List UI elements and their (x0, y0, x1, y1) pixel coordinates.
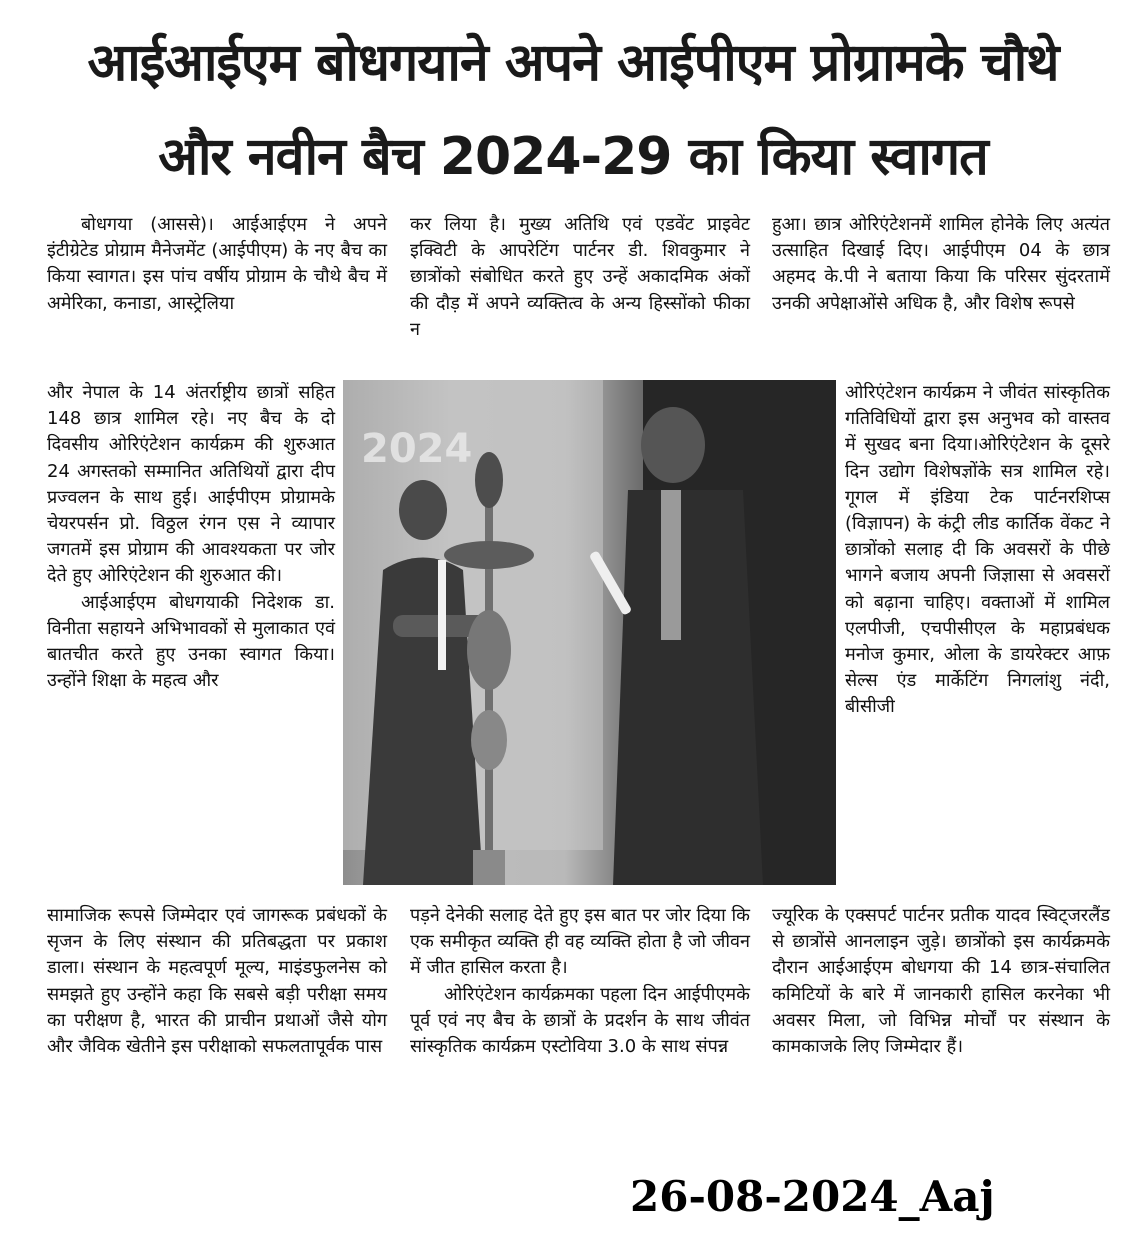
backdrop-text: 2024 (361, 426, 473, 472)
article-col3-mid (845, 380, 1110, 721)
headline-line-1: आईआईएम बोधगयाने अपने आईपीएम प्रोग्रामके चौथे (87, 33, 1059, 93)
event-photo (343, 380, 836, 885)
article-col3-top (772, 212, 1110, 317)
paragraph: ओरिएंटेशन कार्यक्रम ने जीवंत सांस्कृतिक गतिविधियों द्वारा इस अनुभव को वास्तव में सुखद बना दिया।ओरिएंटेशन के दूसरे दिन उद्योग विशेषज्ञोंके सत्र शामिल रहे। गूगल में इंडिया टेक पार्टनरशिप्स (विज्ञापन) के कंट्री लीड कार्तिक वेंकट ने छात्रोंको सलाह दी कि अवसरों के पीछे भागने बजाय अपनी जिज्ञासा से अवसरों को बढ़ाना चाहिए। वक्ताओं में शामिल एलपीजी, एचपीसीएल के महाप्रबंधक मनोज कुमार, ओला के डायरेक्टर आफ़ सेल्स एंड मार्केटिंग निगलांशु नंदी, बीसीजी (845, 382, 1110, 718)
headline-line-2: और नवीन बैच 2024-29 का किया स्वागत (158, 127, 988, 187)
paragraph: और नेपाल के 14 अंतर्राष्ट्रीय छात्रों सहित 148 छात्र शामिल रहे। नए बैच के दो दिवसीय ओरिएंटेशन कार्यक्रम की शुरुआत 24 अगस्तको सम्मानित अतिथियों द्वारा दीप प्रज्वलन के साथ हुई। आईपीएम प्रोग्रामके चेयरपर्सन प्रो. विठ्ठल रंगन एस ने व्यापार जगतमें इस प्रोग्राम की आवश्यकता पर जोर देते हुए ओरिएंटेशन की शुरुआत की। (47, 382, 335, 587)
paragraph: आईआईएम बोधगयाकी निदेशक डा. विनीता सहायने अभिभावकों से मुलाकात एवं बातचीत करते हुए उनका स्वागत किया। उन्होंने शिक्षा के महत्व और (47, 591, 335, 692)
article-col2-bottom (410, 903, 750, 1060)
paragraph: ज्यूरिक के एक्सपर्ट पार्टनर प्रतीक यादव स्विट्जरलैंड से छात्रोंसे आनलाइन जुड़े। छात्रोंको इस कार्यक्रमके दौरान आईआईएम बोधगया की 14 छात्र-संचालित कमिटियों के बारे में जानकारी हासिल करनेका भी अवसर मिला, जो विभिन्न मोर्चों पर संस्थान के कामकाजके लिए जिम्मेदार हैं। (772, 905, 1110, 1058)
article-col1-bottom (47, 903, 387, 1060)
article-col3-bottom (772, 903, 1110, 1060)
article-col1-top (47, 212, 387, 317)
date-source-label: 26-08-2024_Aaj (630, 1172, 995, 1221)
article-col1-mid (47, 380, 335, 694)
paragraph: सामाजिक रूपसे जिम्मेदार एवं जागरूक प्रबंधकों के सृजन के लिए संस्थान की प्रतिबद्धता पर प्रकाश डाला। संस्थान के महत्वपूर्ण मूल्य, माइंडफुलनेस को समझते हुए उन्होंने कहा कि सबसे बड़ी परीक्षा समय का परीक्षण है, भारत की प्राचीन प्रथाओं जैसे योग और जैविक खेतीने इस परीक्षाको सफलतापूर्वक पास (47, 905, 387, 1058)
paragraph: ओरिएंटेशन कार्यक्रमका पहला दिन आईपीएमके पूर्व एवं नए बैच के छात्रों के प्रदर्शन के साथ जीवंत सांस्कृतिक कार्यक्रम एस्टोविया 3.0 के साथ संपन्न (410, 983, 750, 1058)
paragraph: हुआ। छात्र ओरिएंटेशनमें शामिल होनेके लिए अत्यंत उत्साहित दिखाई दिए। आईपीएम 04 के छात्र अहमद के.पी ने बताया किया कि परिसर सुंदरतामें उनकी अपेक्षाओंसे अधिक है, और विशेष रूपसे (772, 214, 1110, 314)
paragraph: बोधगया (आससे)। आईआईएम ने अपने इंटीग्रेटेड प्रोग्राम मैनेजमेंट (आईपीएम) के नए बैच का किया स्वागत। इस पांच वर्षीय प्रोग्राम के चौथे बैच में अमेरिका, कनाडा, आस्ट्रेलिया (47, 214, 387, 314)
lamp-lighting-illustration (343, 380, 836, 885)
paragraph: पड़ने देनेकी सलाह देते हुए इस बात पर जोर दिया कि एक समीकृत व्यक्ति ही वह व्यक्ति होता है जो जीवन में जीत हासिल करता है। (410, 905, 750, 979)
paragraph: कर लिया है। मुख्य अतिथि एवं एडवेंट प्राइवेट इक्विटी के आपरेटिंग पार्टनर डी. शिवकुमार ने छात्रोंको संबोधित करते हुए उन्हें अकादमिक अंकों की दौड़ में अपने व्यक्तित्व के अन्य हिस्सोंको फीका न (410, 214, 750, 340)
article-col2-top (410, 212, 750, 343)
